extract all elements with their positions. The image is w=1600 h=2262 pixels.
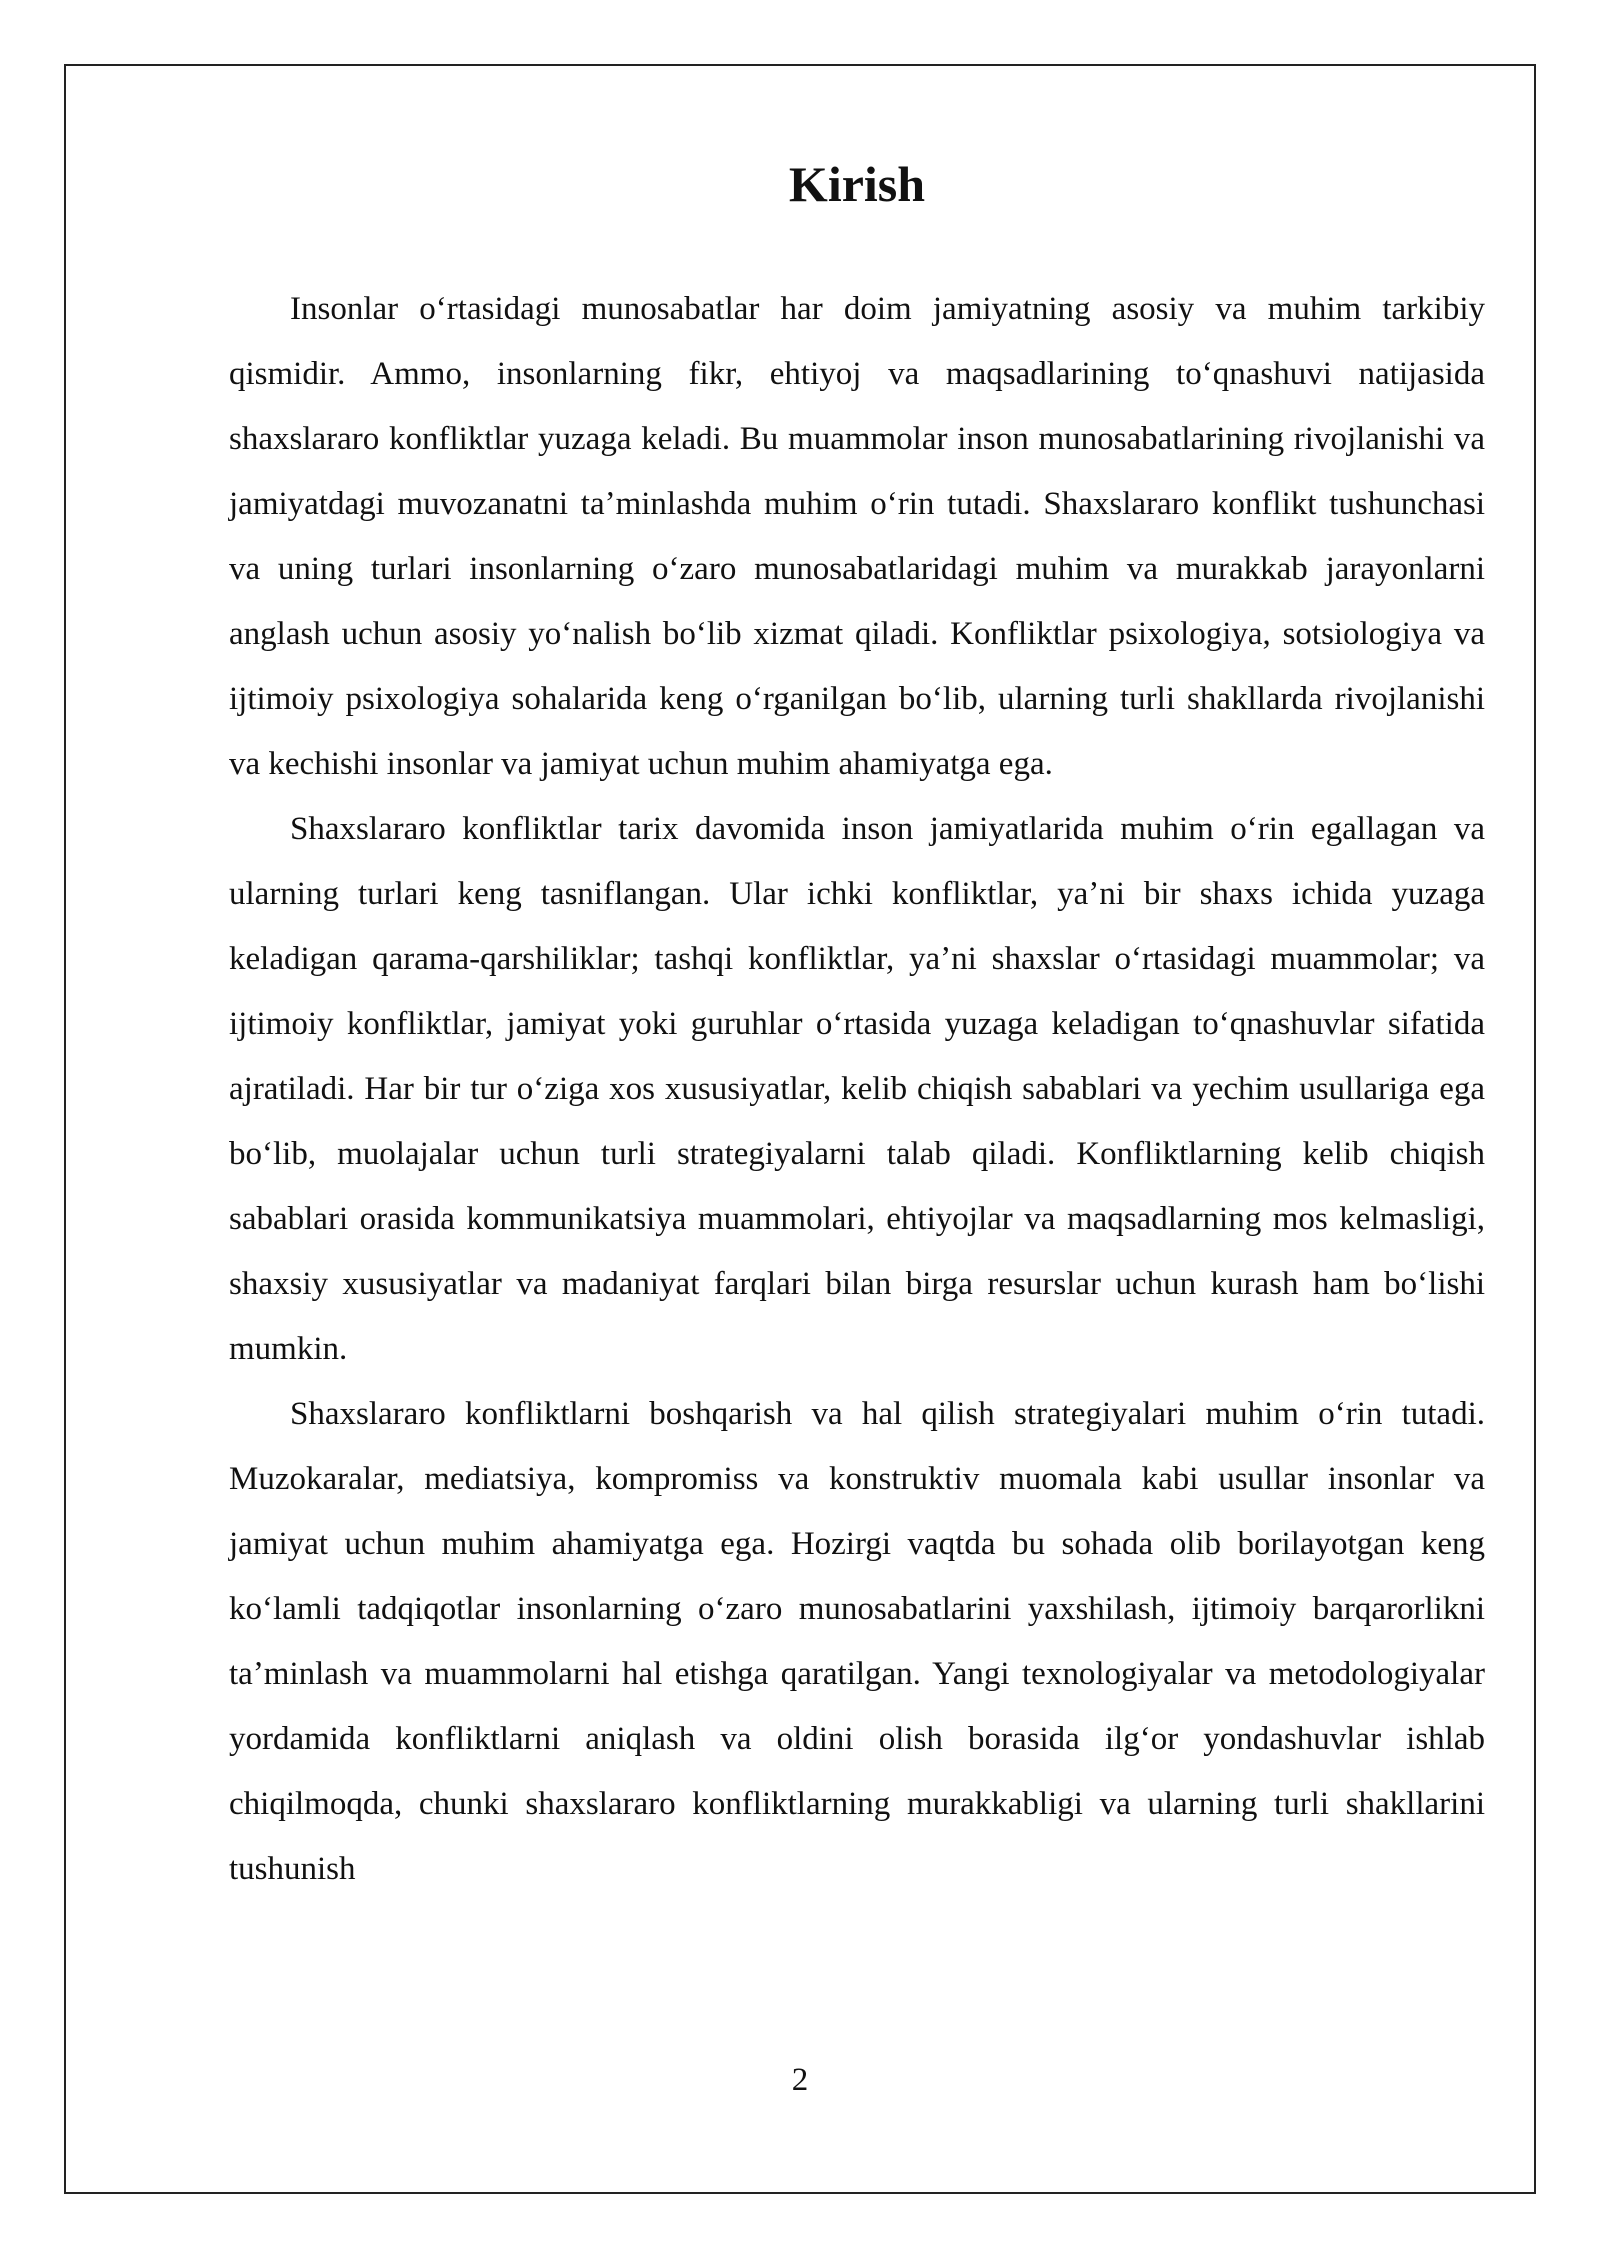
paragraph-2: Shaxslararo konfliktlar tarix davomida inson jamiyatlarida muhim oʻrin egallagan va ularning turlari keng tasniflangan. Ular ichki konfliktlar, yaʼni bir shaxs ichida yuzaga keladigan qarama-qarshiliklar; tashqi konfliktlar, yaʼni shaxslar oʻrtasidagi muammolar; va ijtimoiy konfliktlar, jamiyat yoki guruhlar oʻrtasida yuzaga keladigan toʻqnashuvlar sifatida ajratiladi. Har bir tur oʻziga xos xususiyatlar, kelib chiqish sabablari va yechim usullariga ega boʻlib, muolajalar uchun turli strategiyalarni talab qiladi. Konfliktlarning kelib chiqish sabablari orasida kommunikatsiya muammolari, ehtiyojlar va maqsadlarning mos kelmasligi, shaxsiy xususiyatlar va madaniyat farqlari bilan birga resurslar uchun kurash ham boʻlishi mumkin. <box>229 811 1485 1367</box>
page-title: Kirish <box>788 156 926 212</box>
paragraph-3: Shaxslararo konfliktlarni boshqarish va hal qilish strategiyalari muhim oʻrin tutadi. Muzokaralar, mediatsiya, kompromiss va konstruktiv muomala kabi usullar insonlar va jamiyat uchun muhim ahamiyatga ega. Hozirgi vaqtda bu sohada olib borilayotgan keng koʻlamli tadqiqotlar insonlarning oʻzaro munosabatlarini yaxshilash, ijtimoiy barqarorlikni taʼminlash va muammolarni hal etishga qaratilgan. Yangi texnologiyalar va metodologiyalar yordamida konfliktlarni aniqlash va oldini olish borasida ilgʻor yondashuvlar ishlab chiqilmoqda, chunki shaxslararo konfliktlarning murakkabligi va ularning turli shakllarini tushunish <box>229 1396 1485 1887</box>
paragraph-1: Insonlar oʻrtasidagi munosabatlar har doim jamiyatning asosiy va muhim tarkibiy qismidir. Ammo, insonlarning fikr, ehtiyoj va maqsadlarining toʻqnashuvi natijasida shaxslararo konfliktlar yuzaga keladi. Bu muammolar inson munosabatlarining rivojlanishi va jamiyatdagi muvozanatni taʼminlashda muhim oʻrin tutadi. Shaxslararo konflikt tushunchasi va uning turlari insonlarning oʻzaro munosabatlaridagi muhim va murakkab jarayonlarni anglash uchun asosiy yoʻnalish boʻlib xizmat qiladi. Konfliktlar psixologiya, sotsiologiya va ijtimoiy psixologiya sohalarida keng oʻrganilgan boʻlib, ularning turli shakllarda rivojlanishi va kechishi insonlar va jamiyat uchun muhim ahamiyatga ega. <box>229 291 1485 782</box>
page-number: 2 <box>791 2062 809 2098</box>
page-content <box>229 145 1485 1902</box>
